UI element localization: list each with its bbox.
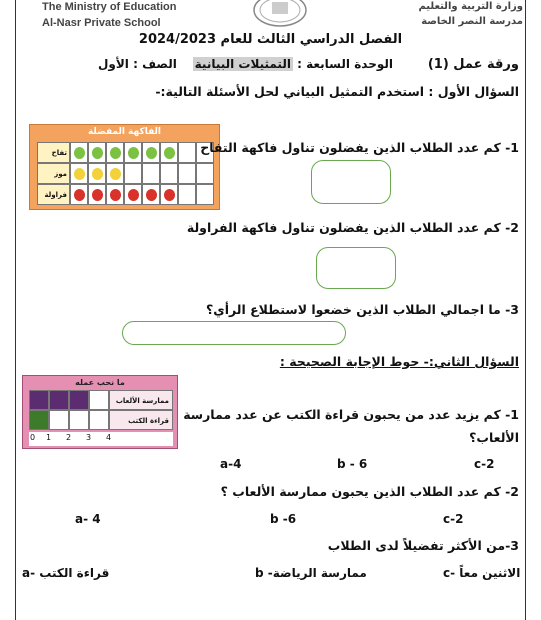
answer-box-1[interactable] (311, 160, 391, 204)
section1-heading: السؤال الأول : استخدم التمثيل البياني لحل الأسئلة التالية:- (155, 84, 519, 99)
unit-name: التمثيلات البيانية (194, 57, 291, 71)
activity-axis-tick: 1 (46, 433, 52, 442)
activity-row-label: قراءة الكتب (109, 410, 173, 430)
fruit-icon (92, 168, 103, 180)
fruit-icon (128, 189, 139, 201)
fruit-icon (74, 189, 85, 201)
s2-q1-opt-a[interactable]: a-4 (220, 457, 242, 471)
activity-bar-cell (89, 390, 109, 410)
fruit-icon (128, 147, 139, 159)
grade-label: الصف : الأول (98, 57, 177, 71)
fruit-icon (164, 147, 175, 159)
fruit-cell (124, 142, 142, 163)
fruit-icon (146, 147, 157, 159)
school-en: Al-Nasr Private School (42, 17, 161, 29)
s2-q2: 2- كم عدد الطلاب الذين يحبون ممارسة الألعاب ؟ (220, 484, 519, 499)
fruit-cell (106, 163, 124, 184)
fruit-chart-title: الفاكهة المفضلة (87, 127, 162, 137)
activity-axis (29, 432, 173, 446)
s2-q1-line1: 1- كم يزيد عدد من يحبون قراءة الكتب عن عدد ممارسة (183, 407, 519, 422)
fruit-cell (178, 184, 196, 205)
activity-axis-tick: 3 (86, 433, 92, 442)
fruit-cell (196, 184, 214, 205)
fruit-cell (88, 184, 106, 205)
fruit-cell (124, 184, 142, 205)
s2-q3: 3-من الأكثر تفضيلاً لدى الطلاب (327, 538, 519, 553)
activity-bar-cell (29, 390, 49, 410)
fruit-cell (160, 184, 178, 205)
fruit-cell (88, 142, 106, 163)
fruit-icon (74, 168, 85, 180)
fruit-row-label: موز (37, 163, 70, 184)
activity-bar-cell (49, 410, 69, 430)
activity-row-label: ممارسة الألعاب (109, 390, 173, 410)
fruit-chart (29, 124, 220, 210)
school-logo (252, 0, 308, 28)
s1-q1: 1- كم عدد الطلاب الذين يفضلون تناول فاكهة التفاح (200, 140, 519, 155)
s2-q1-opt-b[interactable]: b - 6 (337, 457, 368, 471)
fruit-cell (142, 184, 160, 205)
s1-q2: 2- كم عدد الطلاب الذين يفضلون تناول فاكهة الفراولة (186, 220, 519, 235)
activity-bar-cell (29, 410, 49, 430)
fruit-row-label: فراولة (37, 184, 70, 205)
activity-axis-tick: 0 (30, 433, 36, 442)
unit-line (193, 57, 393, 71)
fruit-cell (142, 142, 160, 163)
fruit-cell (124, 163, 142, 184)
activity-bar-cell (69, 410, 89, 430)
s2-q3-opt-c[interactable]: الاثنين معاً -c (443, 566, 521, 580)
fruit-icon (74, 147, 85, 159)
activity-axis-tick: 4 (106, 433, 112, 442)
s2-q2-opt-c[interactable]: c-2 (443, 512, 464, 526)
fruit-grid (37, 142, 214, 205)
s2-q3-opt-b[interactable]: ممارسة الرياضة- b (255, 566, 367, 580)
ministry-en: The Ministry of Education (42, 1, 177, 13)
ministry-ar: وزارة التربية والتعليم (418, 1, 523, 12)
fruit-cell (196, 163, 214, 184)
answer-box-3[interactable] (122, 321, 346, 345)
fruit-icon (110, 189, 121, 201)
fruit-cell (70, 142, 88, 163)
unit-label: الوحدة السابعة : (297, 57, 393, 71)
fruit-cell (178, 163, 196, 184)
s2-q1-opt-c[interactable]: c-2 (474, 457, 495, 471)
fruit-cell (70, 184, 88, 205)
activity-chart-title: ما نحب عمله (75, 378, 125, 387)
fruit-icon (110, 168, 121, 180)
activity-chart (22, 375, 178, 449)
s2-q2-opt-a[interactable]: a- 4 (75, 512, 101, 526)
activity-bar-cell (69, 390, 89, 410)
fruit-cell (88, 163, 106, 184)
worksheet-label: ورقة عمل (1) (427, 57, 519, 72)
fruit-cell (106, 142, 124, 163)
term-title: الفصل الدراسي الثالث للعام 2024/2023 (138, 32, 403, 47)
fruit-cell (70, 163, 88, 184)
activity-axis-tick: 2 (66, 433, 72, 442)
school-ar: مدرسة النصر الخاصة (421, 16, 523, 27)
s2-q3-opt-a[interactable]: قراءة الكتب -a (22, 566, 110, 580)
section2-heading: السؤال الثاني:- حوط الإجابة الصحيحة : (279, 354, 519, 369)
answer-box-2[interactable] (316, 247, 396, 289)
s2-q1-line2: الألعاب؟ (469, 430, 519, 445)
fruit-icon (92, 189, 103, 201)
fruit-cell (106, 184, 124, 205)
fruit-cell (160, 163, 178, 184)
activity-grid (29, 390, 173, 430)
fruit-cell (178, 142, 196, 163)
fruit-icon (110, 147, 121, 159)
fruit-cell (160, 142, 178, 163)
fruit-icon (92, 147, 103, 159)
fruit-icon (164, 189, 175, 201)
s2-q2-opt-b[interactable]: b -6 (270, 512, 297, 526)
fruit-row-label: تفاح (37, 142, 70, 163)
activity-bar-cell (89, 410, 109, 430)
activity-bar-cell (49, 390, 69, 410)
fruit-cell (142, 163, 160, 184)
fruit-icon (146, 189, 157, 201)
s1-q3: 3- ما اجمالي الطلاب الذين خضعوا لاستطلاع الرأي؟ (206, 302, 519, 317)
